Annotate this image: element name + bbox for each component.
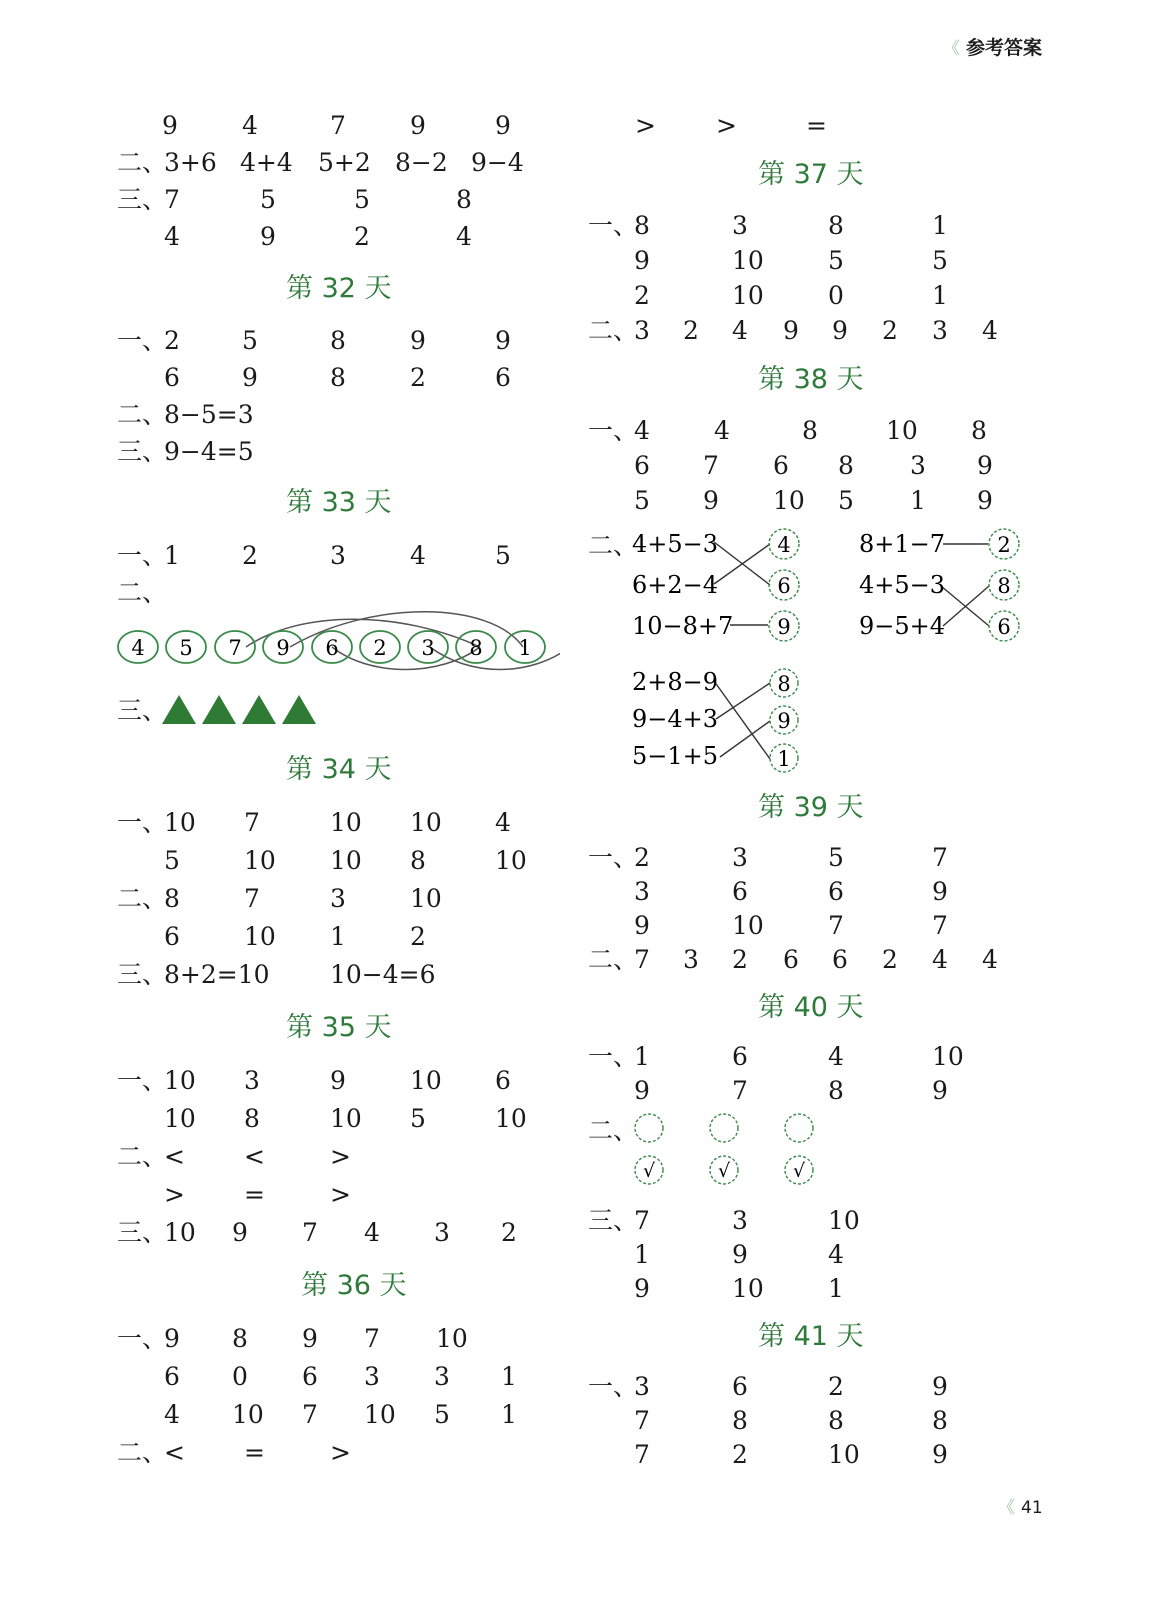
answer-value: 8 bbox=[232, 1324, 248, 1353]
answer-value: 7 bbox=[330, 111, 346, 140]
answer-value: 4 bbox=[982, 316, 998, 345]
answer-value: 3 bbox=[732, 843, 748, 872]
answer-value: 7 bbox=[703, 451, 719, 480]
answer-circle bbox=[769, 529, 799, 559]
svg-text:8: 8 bbox=[469, 636, 483, 660]
answer-value: 9 bbox=[495, 326, 511, 355]
answer-value: 10 bbox=[828, 1440, 860, 1469]
comparison-symbol: < bbox=[164, 1142, 185, 1171]
match-expression: 9−5+4 bbox=[859, 612, 946, 640]
section-label-yi: 一、 bbox=[117, 1066, 168, 1095]
svg-text:6: 6 bbox=[777, 574, 791, 598]
answer-value: 6 bbox=[828, 877, 844, 906]
page-number: 41 bbox=[1021, 1498, 1043, 1518]
connector-arc bbox=[332, 647, 480, 670]
answer-value: 9 bbox=[932, 1076, 948, 1105]
answer-value: 3 bbox=[634, 316, 650, 345]
answer-value: 10 bbox=[232, 1400, 264, 1429]
answer-value: 4 bbox=[242, 111, 258, 140]
answer-value: 9 bbox=[495, 111, 511, 140]
section-label-er: 二、 bbox=[588, 1116, 639, 1145]
answer-value: 1 bbox=[330, 922, 346, 951]
answer-value: 2 bbox=[882, 945, 898, 974]
answer-value: 0 bbox=[232, 1362, 248, 1391]
answer-value: 8 bbox=[244, 1104, 260, 1133]
svg-text:2: 2 bbox=[997, 533, 1011, 557]
empty-circle bbox=[785, 1114, 813, 1142]
answer-value: 4 bbox=[732, 316, 748, 345]
answer-value: 6 bbox=[732, 877, 748, 906]
answer-value: 10 bbox=[495, 846, 527, 875]
answer-value: 10 bbox=[410, 1066, 442, 1095]
answer-value: 5 bbox=[434, 1400, 450, 1429]
answer-value: 8 bbox=[330, 363, 346, 392]
answer-value: 9 bbox=[783, 316, 799, 345]
answer-value: 3 bbox=[434, 1362, 450, 1391]
answer-value: 9 bbox=[732, 1240, 748, 1269]
oval bbox=[360, 631, 400, 663]
answer-value: 9−4 bbox=[471, 148, 524, 177]
answer-value: 2 bbox=[732, 945, 748, 974]
oval bbox=[215, 631, 255, 663]
answer-value: 4 bbox=[164, 1400, 180, 1429]
answer-value: 1 bbox=[932, 281, 948, 310]
svg-text:4: 4 bbox=[777, 533, 791, 557]
answer-value: 8 bbox=[971, 416, 987, 445]
answer-value: 3 bbox=[683, 945, 699, 974]
answer-value: 8 bbox=[802, 416, 818, 445]
comparison-symbol: > bbox=[330, 1142, 351, 1171]
answer-value: 3 bbox=[910, 451, 926, 480]
section-label-er: 二、 bbox=[117, 1438, 168, 1467]
comparison-symbol: < bbox=[244, 1142, 265, 1171]
svg-text:√: √ bbox=[717, 1160, 731, 1182]
answer-value: 9 bbox=[977, 486, 993, 515]
answer-circle bbox=[989, 529, 1019, 559]
answer-value: 2 bbox=[501, 1218, 517, 1247]
answer-value: 10 bbox=[886, 416, 918, 445]
answer-value: 9 bbox=[634, 1274, 650, 1303]
svg-text:7: 7 bbox=[228, 636, 242, 660]
answer-circle bbox=[989, 611, 1019, 641]
answer-value: 9 bbox=[260, 222, 276, 251]
answer-value: 3 bbox=[330, 884, 346, 913]
answer-value: 5 bbox=[164, 846, 180, 875]
answer-value: 7 bbox=[244, 884, 260, 913]
answer-value: 9 bbox=[164, 1324, 180, 1353]
oval bbox=[456, 631, 496, 663]
oval bbox=[505, 631, 545, 663]
triangle-shape bbox=[202, 695, 236, 724]
answer-value: 3 bbox=[634, 1372, 650, 1401]
svg-text:1: 1 bbox=[518, 636, 532, 660]
answer-value: 6 bbox=[732, 1042, 748, 1071]
match-expression: 4+5−3 bbox=[859, 571, 946, 599]
section-label-yi: 一、 bbox=[588, 416, 639, 445]
answer-value: 6 bbox=[164, 1362, 180, 1391]
triangle-shape bbox=[242, 695, 276, 724]
section-label-yi: 一、 bbox=[588, 843, 639, 872]
section-label-er: 二、 bbox=[117, 884, 168, 913]
match-expression: 10−8+7 bbox=[632, 612, 734, 640]
section-label-san: 三、 bbox=[117, 960, 168, 989]
answer-value: 7 bbox=[634, 1440, 650, 1469]
answer-value: 8 bbox=[828, 1406, 844, 1435]
answer-value: 7 bbox=[164, 185, 180, 214]
matching-line bbox=[716, 683, 770, 719]
answer-value: 6 bbox=[634, 451, 650, 480]
answer-value: 9 bbox=[330, 1066, 346, 1095]
answer-value: 2 bbox=[354, 222, 370, 251]
answer-value: 9 bbox=[634, 1076, 650, 1105]
answer-value: 6 bbox=[783, 945, 799, 974]
answer-value: 2 bbox=[634, 281, 650, 310]
answer-value: 10 bbox=[164, 1066, 196, 1095]
answer-value: 4 bbox=[364, 1218, 380, 1247]
answer-value: 2 bbox=[634, 843, 650, 872]
answer-circle bbox=[769, 611, 799, 641]
oval bbox=[118, 631, 158, 663]
answer-value: 6 bbox=[732, 1372, 748, 1401]
triangle-shape bbox=[162, 695, 196, 724]
answer-value: 8 bbox=[838, 451, 854, 480]
answer-equation: 10−4=6 bbox=[330, 960, 436, 989]
answer-value: 5 bbox=[828, 843, 844, 872]
answer-value: 10 bbox=[773, 486, 805, 515]
answer-value: 5 bbox=[828, 246, 844, 275]
section-label-er: 二、 bbox=[117, 578, 168, 607]
answer-value: 6 bbox=[495, 1066, 511, 1095]
section-label-san: 三、 bbox=[588, 1206, 639, 1235]
match-expression: 4+5−3 bbox=[632, 530, 719, 558]
answer-value: 1 bbox=[828, 1274, 844, 1303]
answer-value: 8 bbox=[410, 846, 426, 875]
answer-value: 5 bbox=[242, 326, 258, 355]
answer-value: 10 bbox=[732, 246, 764, 275]
svg-text:3: 3 bbox=[421, 636, 435, 660]
answer-value: 7 bbox=[828, 911, 844, 940]
checked-circle bbox=[785, 1156, 813, 1184]
answer-equation: 9−4=5 bbox=[164, 437, 254, 466]
answer-value: 3 bbox=[434, 1218, 450, 1247]
section-title: 第 39 天 bbox=[758, 792, 864, 823]
svg-text:4: 4 bbox=[131, 636, 145, 660]
section-title: 第 41 天 bbox=[758, 1321, 864, 1352]
answer-value: 7 bbox=[634, 1406, 650, 1435]
answer-value: 1 bbox=[634, 1042, 650, 1071]
answer-value: 9 bbox=[932, 1440, 948, 1469]
answer-value: 10 bbox=[244, 846, 276, 875]
answer-value: 3+6 bbox=[164, 148, 217, 177]
svg-text:6: 6 bbox=[997, 615, 1011, 639]
matching-line bbox=[720, 721, 770, 757]
oval bbox=[312, 631, 352, 663]
section-label-yi: 一、 bbox=[588, 211, 639, 240]
section-title: 第 33 天 bbox=[286, 487, 392, 518]
answer-circle bbox=[770, 744, 798, 772]
comparison-symbol: = bbox=[806, 111, 827, 140]
answer-value: 10 bbox=[828, 1206, 860, 1235]
circle-choice-grid bbox=[630, 1110, 820, 1190]
comparison-symbol: > bbox=[164, 1180, 185, 1209]
section-title: 第 36 天 bbox=[301, 1270, 407, 1301]
answer-value: 10 bbox=[364, 1400, 396, 1429]
section-label-er: 二、 bbox=[588, 316, 639, 345]
answer-value: 10 bbox=[330, 1104, 362, 1133]
answer-value: 9 bbox=[703, 486, 719, 515]
answer-value: 7 bbox=[302, 1400, 318, 1429]
answer-value: 2 bbox=[882, 316, 898, 345]
matching-diagram-b bbox=[855, 522, 1045, 646]
comparison-symbol: = bbox=[244, 1438, 265, 1467]
section-title: 第 38 天 bbox=[758, 364, 864, 395]
answer-value: 2 bbox=[410, 922, 426, 951]
answer-circle bbox=[770, 706, 798, 734]
answer-value: 10 bbox=[164, 1104, 196, 1133]
triangle-shape bbox=[282, 695, 316, 724]
answer-value: 8 bbox=[932, 1406, 948, 1435]
answer-value: 8 bbox=[164, 884, 180, 913]
header-title: 参考答案 bbox=[966, 37, 1043, 59]
matching-diagram-c bbox=[628, 663, 818, 779]
section-title: 第 34 天 bbox=[286, 754, 392, 785]
answer-value: 2 bbox=[732, 1440, 748, 1469]
svg-text:9: 9 bbox=[276, 636, 290, 660]
match-expression: 6+2−4 bbox=[632, 571, 719, 599]
answer-value: 1 bbox=[910, 486, 926, 515]
answer-value: 10 bbox=[436, 1324, 468, 1353]
checked-circle bbox=[710, 1156, 738, 1184]
answer-value: 7 bbox=[932, 911, 948, 940]
svg-text:5: 5 bbox=[179, 636, 193, 660]
answer-value: 7 bbox=[732, 1076, 748, 1105]
answer-value: 9 bbox=[634, 911, 650, 940]
answer-value: 10 bbox=[164, 1218, 196, 1247]
answer-value: 3 bbox=[732, 211, 748, 240]
match-expression: 5−1+5 bbox=[632, 742, 719, 770]
answer-value: 4 bbox=[456, 222, 472, 251]
section-label-san: 三、 bbox=[117, 1218, 168, 1247]
oval bbox=[166, 631, 206, 663]
answer-value: 4 bbox=[164, 222, 180, 251]
answer-value: 10 bbox=[495, 1104, 527, 1133]
answer-value: 4 bbox=[714, 416, 730, 445]
svg-text:8: 8 bbox=[997, 574, 1011, 598]
answer-value: 10 bbox=[410, 884, 442, 913]
double-chevron-left-icon: 《 bbox=[943, 39, 960, 59]
section-title: 第 35 天 bbox=[286, 1012, 392, 1043]
answer-value: 6 bbox=[164, 922, 180, 951]
answer-value: 10 bbox=[732, 281, 764, 310]
answer-value: 8 bbox=[634, 211, 650, 240]
svg-text:2: 2 bbox=[373, 636, 387, 660]
double-chevron-left-icon: 《 bbox=[998, 1498, 1015, 1518]
answer-value: 8−2 bbox=[395, 148, 448, 177]
section-label-yi: 一、 bbox=[117, 541, 168, 570]
answer-value: 7 bbox=[244, 808, 260, 837]
answer-value: 2 bbox=[410, 363, 426, 392]
answer-value: 5+2 bbox=[318, 148, 371, 177]
answer-value: 1 bbox=[501, 1400, 517, 1429]
answer-value: 10 bbox=[164, 808, 196, 837]
svg-text:1: 1 bbox=[777, 747, 791, 771]
answer-value: 3 bbox=[244, 1066, 260, 1095]
svg-text:8: 8 bbox=[777, 672, 791, 696]
matching-diagram-a bbox=[628, 522, 818, 646]
answer-value: 8 bbox=[732, 1406, 748, 1435]
answer-value: 2 bbox=[164, 326, 180, 355]
svg-text:√: √ bbox=[642, 1160, 656, 1182]
answer-value: 4 bbox=[982, 945, 998, 974]
answer-value: 4 bbox=[410, 541, 426, 570]
answer-value: 5 bbox=[634, 486, 650, 515]
svg-text:√: √ bbox=[792, 1160, 806, 1182]
answer-value: 10 bbox=[330, 846, 362, 875]
comparison-symbol: > bbox=[716, 111, 737, 140]
answer-value: 4 bbox=[932, 945, 948, 974]
section-label-er: 二、 bbox=[117, 1142, 168, 1171]
answer-value: 2 bbox=[242, 541, 258, 570]
answer-value: 4 bbox=[828, 1042, 844, 1071]
answer-value: 3 bbox=[932, 316, 948, 345]
comparison-symbol: > bbox=[330, 1180, 351, 1209]
section-label-yi: 一、 bbox=[588, 1042, 639, 1071]
answer-equation: 8+2=10 bbox=[164, 960, 270, 989]
answer-value: 1 bbox=[932, 211, 948, 240]
answer-value: 5 bbox=[495, 541, 511, 570]
section-label-yi: 一、 bbox=[117, 808, 168, 837]
section-label-er: 二、 bbox=[588, 945, 639, 974]
comparison-symbol: > bbox=[330, 1438, 351, 1467]
answer-value: 9 bbox=[977, 451, 993, 480]
section-label-san: 三、 bbox=[117, 437, 168, 466]
answer-value: 1 bbox=[501, 1362, 517, 1391]
answer-value: 6 bbox=[495, 363, 511, 392]
comparison-symbol: = bbox=[244, 1180, 265, 1209]
section-label-san: 三、 bbox=[117, 696, 168, 725]
answer-value: 1 bbox=[634, 1240, 650, 1269]
answer-value: 10 bbox=[244, 922, 276, 951]
oval bbox=[263, 631, 303, 663]
answer-value: 4+4 bbox=[240, 148, 293, 177]
answer-value: 10 bbox=[410, 808, 442, 837]
section-title: 第 40 天 bbox=[758, 992, 864, 1023]
answer-circle bbox=[770, 669, 798, 697]
section-label-er: 二、 bbox=[117, 148, 168, 177]
answer-value: 9 bbox=[410, 326, 426, 355]
svg-text:9: 9 bbox=[777, 615, 791, 639]
section-label-er: 二、 bbox=[588, 531, 639, 560]
answer-value: 9 bbox=[832, 316, 848, 345]
answer-value: 4 bbox=[828, 1240, 844, 1269]
answer-value: 8 bbox=[456, 185, 472, 214]
answer-value: 4 bbox=[495, 808, 511, 837]
answer-value: 7 bbox=[634, 945, 650, 974]
answer-value: 3 bbox=[634, 877, 650, 906]
answer-value: 7 bbox=[364, 1324, 380, 1353]
triangle-row bbox=[160, 692, 325, 726]
section-label-yi: 一、 bbox=[117, 326, 168, 355]
comparison-symbol: > bbox=[635, 111, 656, 140]
answer-value: 0 bbox=[828, 281, 844, 310]
answer-value: 10 bbox=[932, 1042, 964, 1071]
answer-value: 5 bbox=[354, 185, 370, 214]
answer-value: 9 bbox=[932, 877, 948, 906]
svg-text:9: 9 bbox=[777, 709, 791, 733]
answer-value: 8 bbox=[828, 1076, 844, 1105]
answer-value: 6 bbox=[164, 363, 180, 392]
answer-value: 1 bbox=[164, 541, 180, 570]
section-label-san: 三、 bbox=[117, 185, 168, 214]
answer-value: 4 bbox=[634, 416, 650, 445]
answer-value: 3 bbox=[732, 1206, 748, 1235]
oval bbox=[408, 631, 448, 663]
answer-value: 3 bbox=[330, 541, 346, 570]
answer-value: 6 bbox=[773, 451, 789, 480]
answer-equation: 8−5=3 bbox=[164, 400, 254, 429]
answer-value: 3 bbox=[364, 1362, 380, 1391]
answer-value: 7 bbox=[634, 1206, 650, 1235]
answer-value: 9 bbox=[634, 246, 650, 275]
answer-value: 9 bbox=[302, 1324, 318, 1353]
answer-circle bbox=[989, 570, 1019, 600]
answer-value: 9 bbox=[932, 1372, 948, 1401]
answer-value: 7 bbox=[932, 843, 948, 872]
section-title: 第 32 天 bbox=[286, 273, 392, 304]
answer-value: 10 bbox=[330, 808, 362, 837]
matching-line bbox=[714, 681, 770, 759]
answer-value: 10 bbox=[732, 1274, 764, 1303]
match-expression: 9−4+3 bbox=[632, 705, 719, 733]
answer-value: 9 bbox=[162, 111, 178, 140]
checked-circle bbox=[635, 1156, 663, 1184]
answer-value: 5 bbox=[838, 486, 854, 515]
answer-value: 8 bbox=[828, 211, 844, 240]
answer-value: 2 bbox=[828, 1372, 844, 1401]
comparison-symbol: < bbox=[164, 1438, 185, 1467]
answer-value: 5 bbox=[932, 246, 948, 275]
match-expression: 2+8−9 bbox=[632, 668, 719, 696]
answer-value: 6 bbox=[302, 1362, 318, 1391]
answer-value: 5 bbox=[260, 185, 276, 214]
answer-value: 8 bbox=[330, 326, 346, 355]
answer-value: 2 bbox=[683, 316, 699, 345]
match-expression: 8+1−7 bbox=[859, 530, 946, 558]
answer-value: 5 bbox=[410, 1104, 426, 1133]
answer-value: 6 bbox=[832, 945, 848, 974]
answer-value: 7 bbox=[302, 1218, 318, 1247]
answer-value: 9 bbox=[242, 363, 258, 392]
answer-value: 10 bbox=[732, 911, 764, 940]
section-label-yi: 一、 bbox=[588, 1372, 639, 1401]
answer-circle bbox=[769, 570, 799, 600]
oval-sequence-diagram bbox=[110, 605, 560, 680]
answer-value: 9 bbox=[232, 1218, 248, 1247]
section-label-er: 二、 bbox=[117, 400, 168, 429]
svg-text:6: 6 bbox=[325, 636, 339, 660]
empty-circle bbox=[635, 1114, 663, 1142]
answer-value: 9 bbox=[410, 111, 426, 140]
section-label-yi: 一、 bbox=[117, 1324, 168, 1353]
empty-circle bbox=[710, 1114, 738, 1142]
section-title: 第 37 天 bbox=[758, 159, 864, 190]
